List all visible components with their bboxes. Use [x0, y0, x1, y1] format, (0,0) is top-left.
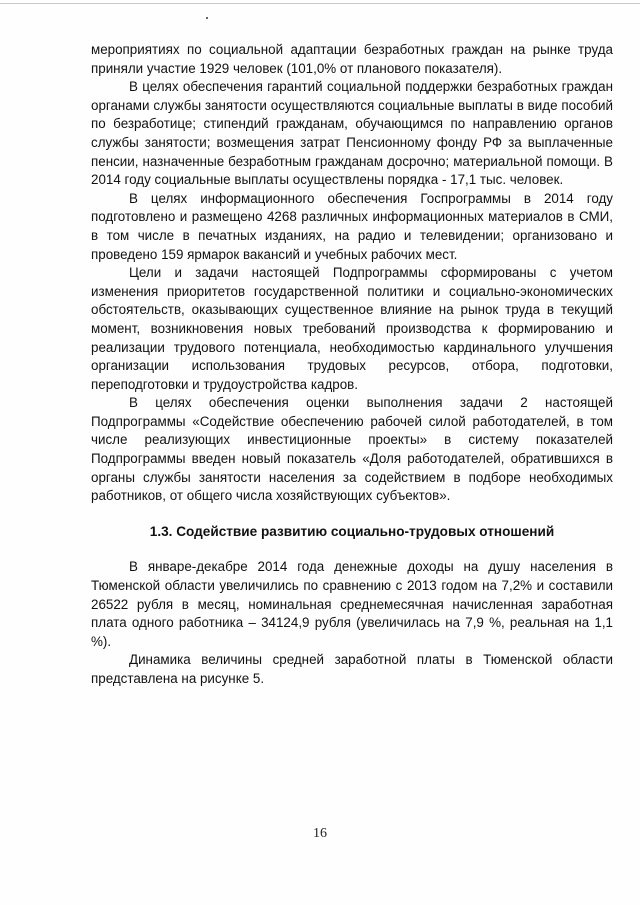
section-heading: 1.3. Содействие развитию социально-трудовых отношений: [149, 523, 555, 539]
paragraph-information-support: В целях информационного обеспечения Госпрограммы в 2014 году подготовлено и размещено 4268 различных информационных материалов в СМИ, в том числе в печатных изданиях, на радио и телевидении; организовано и проведено 159 ярмарок вакансий и учебных рабочих мест.: [91, 190, 613, 262]
paragraph-income-growth: В январе-декабре 2014 года денежные доходы на душу населения в Тюменской области увеличились по сравнению с 2013 годом на 7,2% и составили 26522 рубля в месяц, номинальная среднемесячная начисленная заработная плата одного работника – 34124,9 рубля (увеличилась на 7,9 %, реальная на 1,1 %).: [91, 559, 613, 649]
page-body: [91, 41, 613, 689]
paragraph-wage-dynamics: Динамика величины средней заработной платы в Тюменской области представлена на рисунке 5.: [91, 652, 613, 686]
paragraph-goals-and-tasks: Цели и задачи настоящей Подпрограммы сформированы с учетом изменения приоритетов государственной политики и социально-экономических обстоятельств, оказывающих существенное влияние на рынок труда в текущий момент, возникновения новых требований производства к формированию и реализации трудового потенциала, необходимостью кардинального улучшения организации использования трудовых ресурсов, отбора, подготовки, переподготовки и трудоустройства кадров.: [91, 265, 613, 392]
scan-speck: [206, 17, 208, 19]
paragraph-new-indicator: В целях обеспечения оценки выполнения задачи 2 настоящей Подпрограммы «Содействие обеспечению рабочей силой работодателей, в том числе реализующих инвестиционные проекты» в систему показателей Подпрограммы введен новый показатель «Доля работодателей, обратившихся в органы службы занятости населения за содействием в подборе необходимых работников, от общего числа хозяйствующих субъектов».: [91, 395, 613, 504]
paragraph-social-payments: В целях обеспечения гарантий социальной поддержки безработных граждан органами службы занятости осуществляются социальные выплаты в виде пособий по безработице; стипендий гражданам, обучающимся по направлению органов службы занятости; возмещения затрат Пенсионному фонду РФ за выплаченные пенсии, назначенные безработным гражданам досрочно; материальной помощи. В 2014 году социальные выплаты осуществлены порядка - 17,1 тыс. человек.: [91, 79, 613, 188]
paragraph-adaptation-continuation: мероприятиях по социальной адаптации безработных граждан на рынке труда приняли участие 1929 человек (101,0% от планового показателя).: [91, 42, 613, 76]
scan-top-edge: [0, 3, 640, 4]
page-number: 16: [313, 826, 327, 841]
